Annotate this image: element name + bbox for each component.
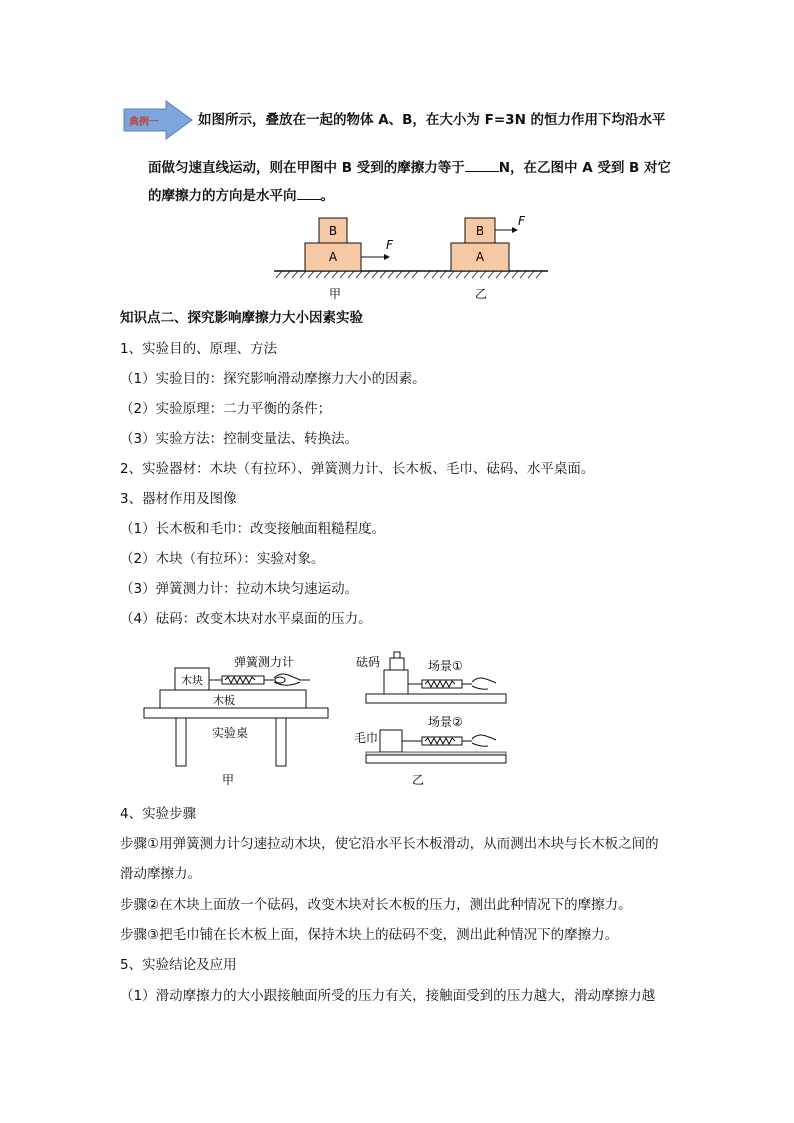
- example-text-2b: N，在乙图中 A 受到 B 对它: [498, 160, 672, 176]
- conclusion-1: （1）滑动摩擦力的大小跟接触面所受的压力有关，接触面受到的压力越大，滑动摩擦力越: [120, 988, 656, 1004]
- figure-stacked-blocks: [266, 212, 556, 304]
- scene1-label: 场景①: [428, 659, 463, 673]
- example-text-1: 如图所示，叠放在一起的物体 A、B，在大小为 F=3N 的恒力作用下均沿水平: [198, 112, 666, 128]
- equipment-item-1: （1）长木板和毛巾：改变接触面粗糙程度。: [120, 521, 386, 537]
- step-3: 步骤③把毛巾铺在长木板上面，保持木块上的砝码不变，测出此种情况下的摩擦力。: [120, 927, 619, 943]
- equipment-item-3: （3）弹簧测力计：拉动木块匀速运动。: [120, 581, 359, 597]
- step-2: 步骤②在木块上面放一个砝码，改变木块对长木板的压力，测出此种情况下的摩擦力。: [120, 897, 632, 913]
- block-b-right-label: B: [475, 224, 485, 238]
- answer-blank-1[interactable]: [465, 157, 499, 172]
- example-badge: [122, 100, 194, 140]
- table-label: 实验桌: [211, 726, 249, 740]
- section-title: 知识点二、探究影响摩擦力大小因素实验: [120, 310, 363, 326]
- force-arrow-right: [495, 227, 518, 233]
- scene2-label: 场景②: [428, 715, 463, 729]
- equipment-item-4: （4）砝码：改变木块对水平桌面的压力。: [120, 611, 372, 627]
- table-leg-right: [276, 718, 286, 766]
- heading-1: 1、实验目的、原理、方法: [120, 341, 278, 357]
- badge-label: 典例一: [129, 117, 159, 128]
- hand-icon: [274, 674, 310, 685]
- weight-label: 砝码: [356, 655, 381, 669]
- weight-icon: [390, 652, 404, 670]
- example-text-3a: 的摩擦力的方向是水平向: [148, 188, 297, 204]
- equipment-item-2: （2）木块（有拉环）：实验对象。: [120, 551, 325, 567]
- step-1-line-1: 步骤①用弹簧测力计匀速拉动木块，使它沿水平长木板滑动，从而测出木块与长木板之间的: [120, 836, 659, 852]
- force-label-right: F: [518, 214, 525, 228]
- ground-hatch-right: [424, 271, 542, 278]
- force-arrow-left: [361, 254, 390, 260]
- example-line-1: [198, 110, 666, 130]
- wood-board-label: 木板: [213, 694, 235, 707]
- example-line-3: [148, 185, 334, 206]
- caption-jia-2: 甲: [221, 773, 235, 787]
- example-text-2a: 面做匀速直线运动，则在甲图中 B 受到的摩擦力等于: [148, 160, 465, 176]
- scene1-board: [366, 694, 506, 703]
- scene2-block: [380, 730, 402, 752]
- force-label-left: F: [386, 238, 393, 252]
- block-a-left-label: A: [328, 250, 338, 264]
- purpose-item: （1）实验目的：探究影响滑动摩擦力大小的因素。: [120, 371, 426, 387]
- block-b-left-label: B: [328, 224, 338, 238]
- heading-5: 5、实验结论及应用: [120, 957, 237, 973]
- answer-blank-2[interactable]: [297, 185, 321, 200]
- towel-label: 毛巾: [354, 731, 379, 745]
- scene1-block: [384, 670, 408, 694]
- scene2-board: [366, 755, 506, 763]
- heading-2: 2、实验器材：木块（有拉环）、弹簧测力计、长木板、毛巾、砝码、水平桌面。: [120, 461, 595, 477]
- step-1-line-2: 滑动摩擦力。: [120, 866, 201, 882]
- scene1-spring-icon: [408, 678, 496, 689]
- caption-jia-1: 甲: [328, 287, 342, 301]
- example-text-3b: 。: [320, 188, 334, 204]
- block-a-right-label: A: [475, 250, 485, 264]
- heading-3: 3、器材作用及图像: [120, 491, 237, 507]
- spring-scale-icon: [209, 676, 274, 684]
- spring-scale-label: 弹簧测力计: [233, 655, 295, 669]
- heading-4: 4、实验步骤: [120, 806, 197, 822]
- example-line-2: [148, 157, 671, 178]
- wood-block-label: 木块: [181, 674, 203, 687]
- table-top: [144, 708, 328, 718]
- scene2-spring-icon: [402, 735, 496, 746]
- caption-yi-2: 乙: [411, 773, 425, 787]
- figure-experiment-table: [140, 650, 332, 790]
- ground-hatch-left: [276, 271, 418, 278]
- table-leg-left: [176, 718, 186, 766]
- method-item: （3）实验方法：控制变量法、转换法。: [120, 431, 359, 447]
- principle-item: （2）实验原理：二力平衡的条件；: [120, 401, 332, 417]
- caption-yi-1: 乙: [474, 287, 488, 301]
- figure-scenes: [350, 650, 510, 790]
